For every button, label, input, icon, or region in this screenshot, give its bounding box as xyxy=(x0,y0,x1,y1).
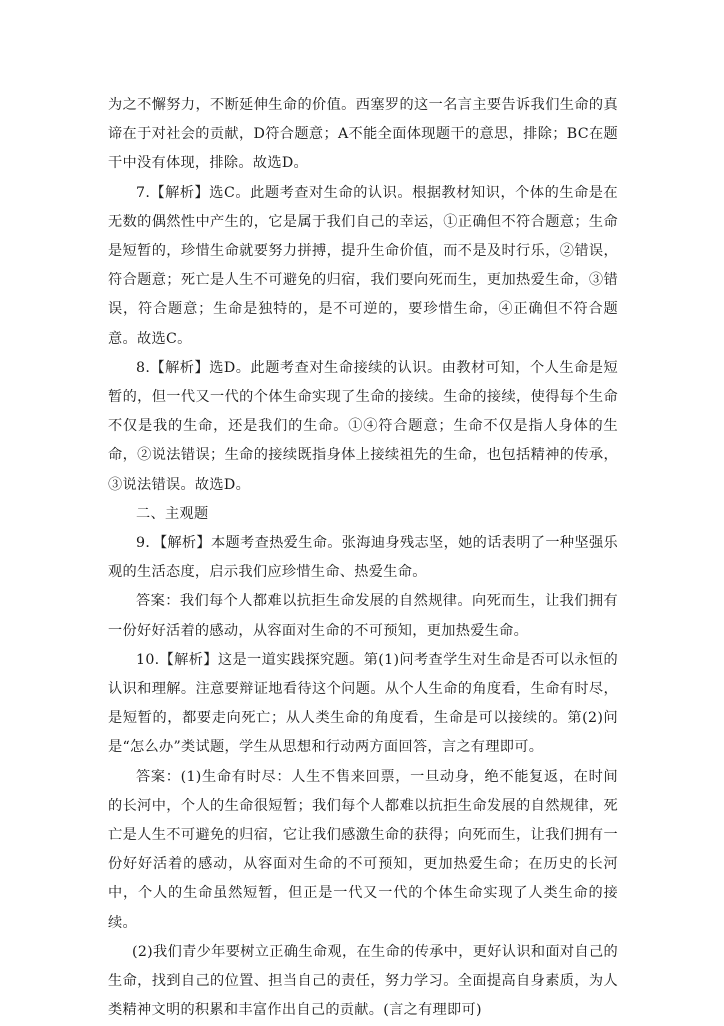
answer-10-answer-part2: (2)我们青少年要树立正确生命观，在生命的传承中，更好认识和面对自己的生命，找到自己的位置、担当自己的责任，努力学习。全面提高自身素质，为人类精神文明的积累和丰富作出自己的贡献。(言之有理即可) xyxy=(108,943,618,1019)
document-page xyxy=(108,91,618,1026)
answer-9-answer: 答案：我们每个人都难以抗拒生命发展的自然规律。向死而生，让我们拥有一份好好活着的感动，从容面对生命的不可预知，更加热爱生命。 xyxy=(108,593,618,639)
answer-7-analysis: 7.【解析】选C。此题考查对生命的认识。根据教材知识，个体的生命是在无数的偶然性中产生的，它是属于我们自己的幸运，①正确但不符合题意；生命是短暂的，珍惜生命就要努力拼搏，提升生命价值，而不是及时行乐，②错误，符合题意；死亡是人生不可避免的归宿，我们要向死而生，更加热爱生命，③错误，符合题意；生命是独特的，是不可逆的，要珍惜生命，④正确但不符合题意。故选C。 xyxy=(108,184,618,347)
answer-8-analysis: 8.【解析】选D。此题考查对生命接续的认识。由教材可知，个人生命是短暂的，但一代又一代的个体生命实现了生命的接续。生命的接续，使得每个生命不仅是我的生命，还是我们的生命。①④符合题意；生命不仅是指人身体的生命，②说法错误；生命的接续既指身体上接续祖先的生命，也包括精神的传承，③说法错误。故选D。 xyxy=(108,359,618,493)
answer-10-answer-part1: 答案：(1)生命有时尽：人生不售来回票，一旦动身，绝不能复返，在时间的长河中，个人的生命很短暂；我们每个人都难以抗拒生命发展的自然规律，死亡是人生不可避免的归宿，它让我们感激生命的获得；向死而生，让我们拥有一份好好活着的感动，从容面对生命的不可预知，更加热爱生命；在历史的长河中，个人的生命虽然短暂，但正是一代又一代的个体生命实现了人类生命的接续。 xyxy=(108,768,618,931)
paragraph-continuation: 为之不懈努力，不断延伸生命的价值。西塞罗的这一名言主要告诉我们生命的真谛在于对社会的贡献，D符合题意；A不能全面体现题干的意思，排除；BC在题干中没有体现，排除。故选D。 xyxy=(108,97,618,172)
section-heading-subjective: 二、主观题 xyxy=(136,505,209,522)
answer-9-analysis: 9．【解析】本题考查热爱生命。张海迪身残志坚，她的话表明了一种坚强乐观的生活态度，启示我们应珍惜生命、热爱生命。 xyxy=(108,535,618,581)
answer-10-analysis: 10.【解析】这是一道实践探究题。第(1)问考查学生对生命是否可以永恒的认识和理解。注意要辩证地看待这个问题。从个人生命的角度看，生命有时尽，是短暂的，都要走向死亡；从人类生命的角度看，生命是可以接续的。第(2)问是“怎么办”类试题，学生从思想和行动两方面回答，言之有理即可。 xyxy=(108,651,618,756)
